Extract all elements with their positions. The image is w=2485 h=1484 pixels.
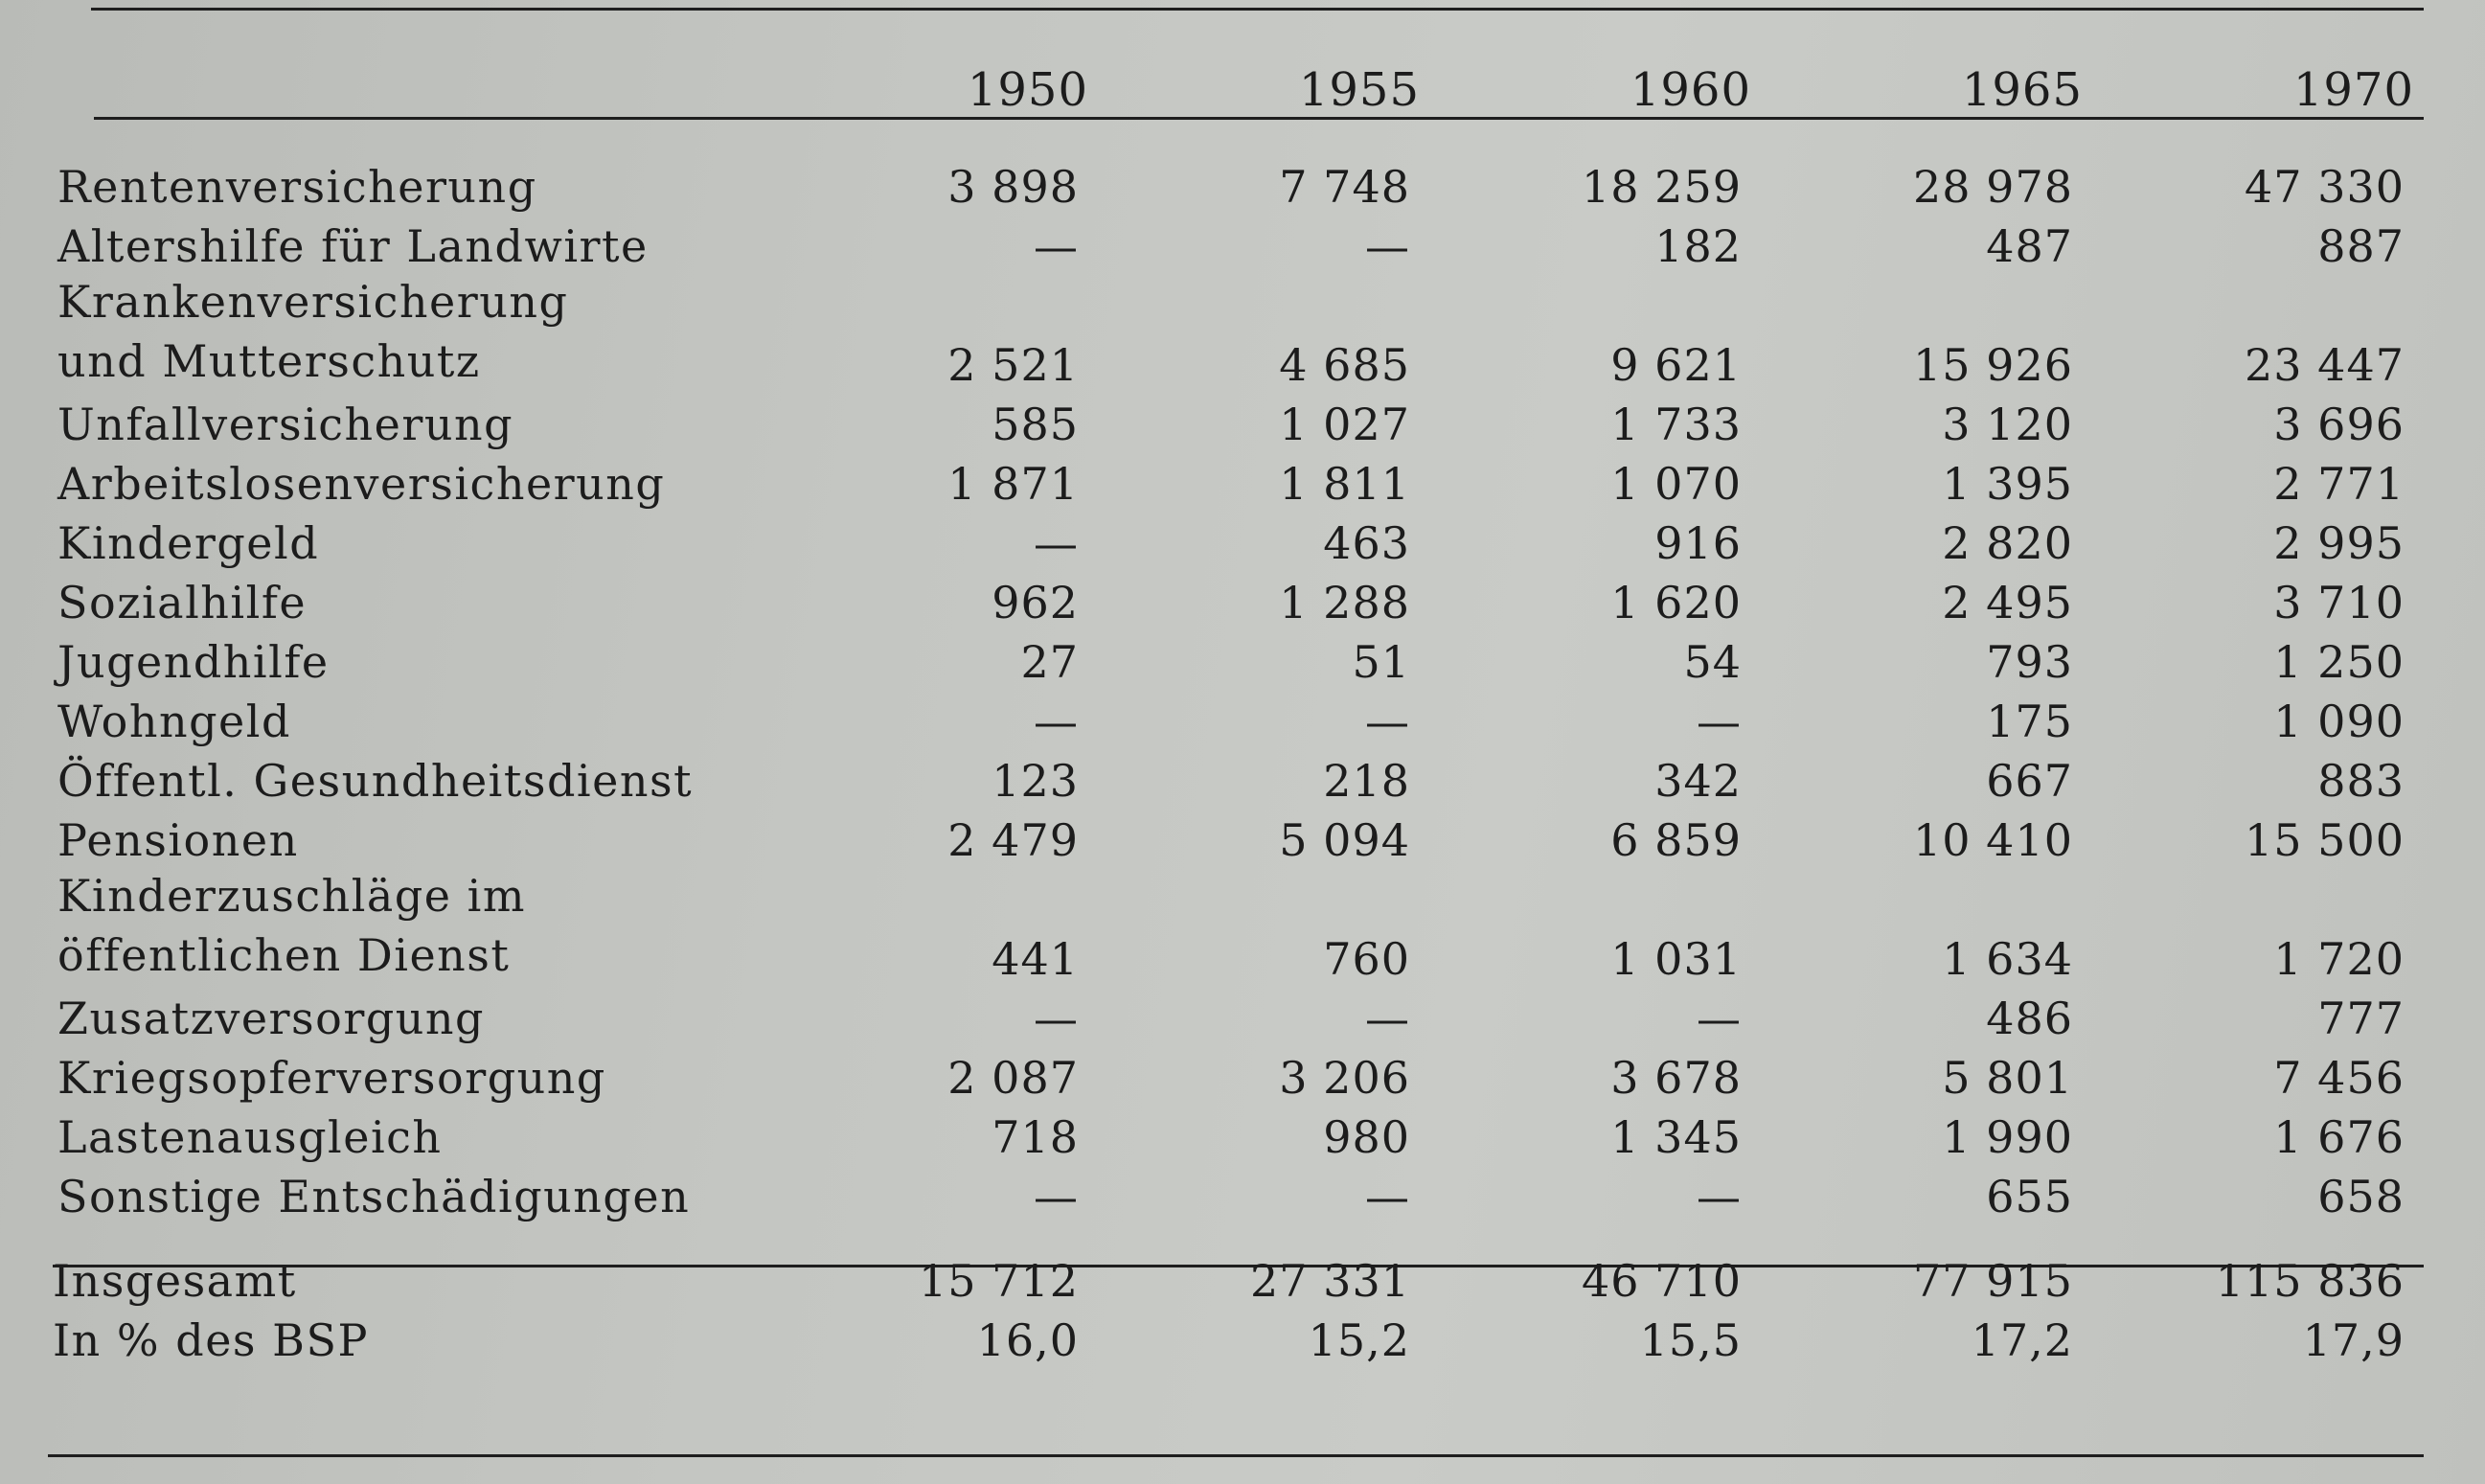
value-cell: 916 — [1654, 517, 1742, 569]
social-expenditure-table — [48, 19, 2414, 1366]
value-cell: 585 — [992, 399, 1079, 450]
percent-value: 15,5 — [1639, 1314, 1742, 1366]
value-cell: 15 926 — [1913, 339, 2073, 391]
value-cell: 1 395 — [1942, 458, 2073, 510]
percent-value: 17,9 — [2302, 1314, 2405, 1366]
row-label: Pensionen — [57, 814, 299, 866]
value-cell: 3 206 — [1279, 1052, 1410, 1104]
total-value: 46 710 — [1582, 1255, 1742, 1307]
table-row — [48, 569, 2414, 628]
row-label: Zusatzversorgung — [57, 993, 485, 1044]
value-cell: 18 259 — [1582, 161, 1742, 213]
value-cell: 15 500 — [2245, 814, 2405, 866]
value-cell: 10 410 — [1913, 814, 2073, 866]
row-label: Kriegsopferversorgung — [57, 1052, 606, 1104]
value-cell: 3 120 — [1942, 399, 2073, 450]
value-cell: 5 801 — [1942, 1052, 2073, 1104]
top-rule — [91, 8, 2424, 11]
year-header: 1965 — [1961, 63, 2083, 117]
value-cell: 54 — [1683, 636, 1742, 688]
row-label: Altershilfe für Landwirte — [57, 220, 649, 272]
table-row — [48, 510, 2414, 569]
row-label: Kindergeld — [57, 517, 320, 569]
value-cell: 658 — [2317, 1171, 2405, 1222]
value-cell: 7 456 — [2273, 1052, 2405, 1104]
value-cell: — — [1697, 696, 1742, 747]
value-cell: 2 820 — [1942, 517, 2073, 569]
value-cell: 175 — [1986, 696, 2073, 747]
table-row — [48, 272, 2414, 391]
value-cell: — — [1034, 517, 1079, 569]
value-cell: 2 995 — [2273, 517, 2405, 569]
percent-gnp-label: In % des BSP — [53, 1314, 369, 1366]
table-row — [48, 153, 2414, 213]
value-cell: — — [1365, 696, 1410, 747]
row-label: Unfallversicherung — [57, 399, 514, 450]
value-cell: — — [1034, 1171, 1079, 1222]
value-cell: — — [1034, 220, 1079, 272]
percent-value: 15,2 — [1308, 1314, 1410, 1366]
table-row — [48, 985, 2414, 1044]
value-cell: 342 — [1654, 755, 1742, 807]
value-cell: 441 — [992, 933, 1079, 985]
row-label: Öffentl. Gesundheitsdienst — [57, 755, 694, 807]
value-cell: 1 250 — [2273, 636, 2405, 688]
row-label: Sonstige Entschädigungen — [57, 1171, 691, 1222]
row-label: Rentenversicherung — [57, 161, 537, 213]
total-value: 115 836 — [2215, 1255, 2405, 1307]
value-cell: 777 — [2317, 993, 2405, 1044]
value-cell: 962 — [992, 577, 1079, 628]
total-value: 15 712 — [919, 1255, 1079, 1307]
table-row — [48, 747, 2414, 807]
value-cell: 28 978 — [1913, 161, 2073, 213]
value-cell: 9 621 — [1610, 339, 1742, 391]
row-label: Kinderzuschläge im öffentlichen Dienst — [57, 870, 526, 981]
value-cell: 487 — [1986, 220, 2073, 272]
table-row — [48, 628, 2414, 688]
value-cell: 1 676 — [2273, 1111, 2405, 1163]
value-cell: 883 — [2317, 755, 2405, 807]
value-cell: 1 990 — [1942, 1111, 2073, 1163]
table-row — [48, 450, 2414, 510]
year-header: 1955 — [1298, 63, 1420, 117]
value-cell: 47 330 — [2245, 161, 2405, 213]
value-cell: 3 678 — [1610, 1052, 1742, 1104]
bottom-rule — [48, 1454, 2424, 1457]
value-cell: 1 027 — [1279, 399, 1410, 450]
value-cell: 218 — [1323, 755, 1410, 807]
table-row — [48, 1163, 2414, 1222]
year-header: 1970 — [2292, 63, 2414, 117]
percent-value: 16,0 — [976, 1314, 1079, 1366]
value-cell: — — [1034, 993, 1079, 1044]
value-cell: 667 — [1986, 755, 2073, 807]
row-label: Jugendhilfe — [57, 636, 330, 688]
value-cell: 655 — [1986, 1171, 2073, 1222]
header-label-cell — [48, 19, 757, 117]
value-cell: 3 898 — [947, 161, 1079, 213]
year-header: 1960 — [1630, 63, 1751, 117]
value-cell: 1 031 — [1610, 933, 1742, 985]
value-cell: 3 710 — [2273, 577, 2405, 628]
value-cell: 7 748 — [1279, 161, 1410, 213]
value-cell: 1 720 — [2273, 933, 2405, 985]
value-cell: — — [1365, 1171, 1410, 1222]
value-cell: 2 495 — [1942, 577, 2073, 628]
value-cell: 887 — [2317, 220, 2405, 272]
value-cell: 980 — [1323, 1111, 1410, 1163]
value-cell: 2 087 — [947, 1052, 1079, 1104]
value-cell: 718 — [992, 1111, 1079, 1163]
value-cell: 1 090 — [2273, 696, 2405, 747]
value-cell: 23 447 — [2245, 339, 2405, 391]
value-cell: — — [1365, 220, 1410, 272]
value-cell: 4 685 — [1279, 339, 1410, 391]
value-cell: 2 771 — [2273, 458, 2405, 510]
value-cell: 1 733 — [1610, 399, 1742, 450]
row-label: Lastenausgleich — [57, 1111, 443, 1163]
value-cell: 793 — [1986, 636, 2073, 688]
value-cell: 1 620 — [1610, 577, 1742, 628]
value-cell: 1 070 — [1610, 458, 1742, 510]
value-cell: — — [1697, 993, 1742, 1044]
value-cell: 463 — [1323, 517, 1410, 569]
row-label: Sozialhilfe — [57, 577, 308, 628]
value-cell: 182 — [1654, 220, 1742, 272]
value-cell: 1 288 — [1279, 577, 1410, 628]
total-value: 77 915 — [1913, 1255, 2073, 1307]
row-label: Arbeitslosenversicherung — [57, 458, 666, 510]
value-cell: 3 696 — [2273, 399, 2405, 450]
value-cell: 51 — [1352, 636, 1410, 688]
header-row — [48, 19, 2414, 117]
table-body — [48, 153, 2414, 1222]
table-row — [48, 213, 2414, 272]
table-row — [48, 1044, 2414, 1104]
row-label: Krankenversicherung und Mutterschutz — [57, 276, 569, 387]
value-cell: 486 — [1986, 993, 2073, 1044]
value-cell: 2 521 — [947, 339, 1079, 391]
value-cell: 2 479 — [947, 814, 1079, 866]
table-row — [48, 391, 2414, 450]
value-cell: — — [1365, 993, 1410, 1044]
value-cell: 123 — [992, 755, 1079, 807]
total-row — [48, 1247, 2414, 1307]
total-value: 27 331 — [1250, 1255, 1410, 1307]
value-cell: 1 345 — [1610, 1111, 1742, 1163]
total-label: Insgesamt — [53, 1255, 297, 1307]
value-cell: — — [1034, 696, 1079, 747]
value-cell: 760 — [1323, 933, 1410, 985]
value-cell: 1 811 — [1279, 458, 1410, 510]
year-header: 1950 — [967, 63, 1088, 117]
table-row — [48, 1104, 2414, 1163]
table-row — [48, 866, 2414, 985]
row-label: Wohngeld — [57, 696, 291, 747]
value-cell: 6 859 — [1610, 814, 1742, 866]
value-cell: 27 — [1020, 636, 1079, 688]
percent-value: 17,2 — [1971, 1314, 2073, 1366]
table-row — [48, 688, 2414, 747]
value-cell: 1 871 — [947, 458, 1079, 510]
percent-gnp-row — [48, 1307, 2414, 1366]
table-row — [48, 807, 2414, 866]
value-cell: 1 634 — [1942, 933, 2073, 985]
value-cell: 5 094 — [1279, 814, 1410, 866]
value-cell: — — [1697, 1171, 1742, 1222]
